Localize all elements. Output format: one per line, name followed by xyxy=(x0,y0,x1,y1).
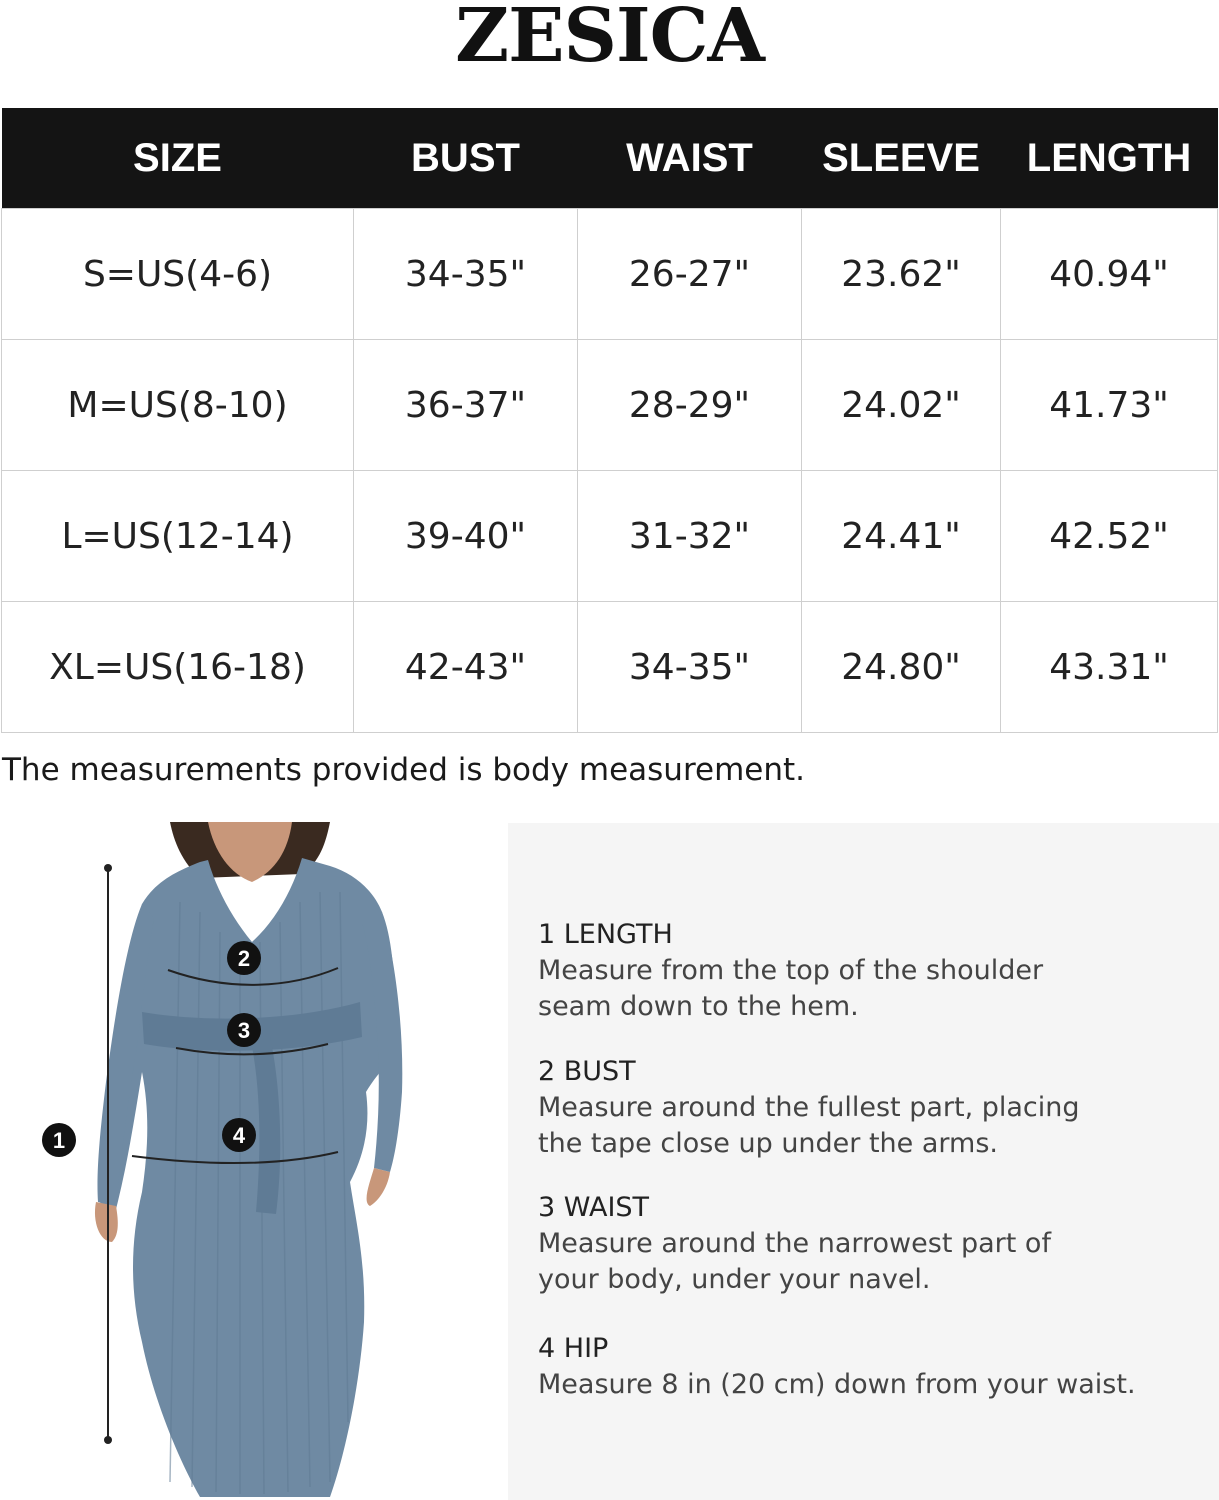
table-row xyxy=(2,602,1218,733)
cell-bust: 34-35" xyxy=(354,209,578,340)
table-row xyxy=(2,340,1218,471)
marker-bust xyxy=(227,941,261,975)
marker-label: 4 xyxy=(232,1123,246,1148)
marker-waist xyxy=(227,1013,261,1047)
cell-waist: 28-29" xyxy=(578,340,802,471)
header-waist: WAIST xyxy=(578,108,802,209)
header-length: LENGTH xyxy=(1001,108,1218,209)
cell-sleeve: 24.41" xyxy=(802,471,1001,602)
cell-bust: 39-40" xyxy=(354,471,578,602)
cell-waist: 31-32" xyxy=(578,471,802,602)
header-bust: BUST xyxy=(354,108,578,209)
length-line-endpoint xyxy=(104,864,112,872)
guide-item-length xyxy=(538,917,1043,1025)
cell-length: 41.73" xyxy=(1001,340,1218,471)
marker-label: 2 xyxy=(237,946,251,971)
guide-description: Measure from the top of the shoulder seam down to the hem. xyxy=(538,955,1044,1022)
guide-item-bust xyxy=(538,1054,1080,1162)
cell-sleeve: 24.02" xyxy=(802,340,1001,471)
guide-title: 4 HIP xyxy=(538,1333,609,1364)
measurement-note: The measurements provided is body measurement. xyxy=(2,752,806,788)
guide-title: 3 WAIST xyxy=(538,1192,650,1223)
table-row xyxy=(2,209,1218,340)
cell-sleeve: 23.62" xyxy=(802,209,1001,340)
cell-length: 42.52" xyxy=(1001,471,1218,602)
hand-shape xyxy=(95,1202,118,1242)
marker-label: 1 xyxy=(52,1128,66,1153)
cell-size: L=US(12-14) xyxy=(2,471,354,602)
guide-item-hip xyxy=(538,1331,1136,1403)
marker-label: 3 xyxy=(237,1018,251,1043)
header-size: SIZE xyxy=(2,108,354,209)
guide-title: 1 LENGTH xyxy=(538,919,673,950)
guide-title: 2 BUST xyxy=(538,1056,636,1087)
cell-bust: 42-43" xyxy=(354,602,578,733)
cell-bust: 36-37" xyxy=(354,340,578,471)
guide-description: Measure around the narrowest part of your body, under your navel. xyxy=(538,1228,1051,1295)
guide-item-waist xyxy=(538,1190,1051,1298)
marker-length xyxy=(42,1123,76,1157)
brand-logo: ZESICA xyxy=(455,0,764,79)
header-sleeve: SLEEVE xyxy=(802,108,1001,209)
cell-length: 43.31" xyxy=(1001,602,1218,733)
size-chart-table xyxy=(1,108,1218,733)
hand-shape xyxy=(367,1168,390,1206)
dress-figure xyxy=(30,822,430,1497)
cell-size: XL=US(16-18) xyxy=(2,602,354,733)
measurement-guide-panel xyxy=(508,823,1219,1500)
guide-description: Measure 8 in (20 cm) down from your waist. xyxy=(538,1369,1136,1400)
cell-length: 40.94" xyxy=(1001,209,1218,340)
table-header-row xyxy=(2,108,1218,209)
length-line-endpoint xyxy=(104,1436,112,1444)
marker-hip xyxy=(222,1118,256,1152)
cell-waist: 34-35" xyxy=(578,602,802,733)
cell-waist: 26-27" xyxy=(578,209,802,340)
cell-size: M=US(8-10) xyxy=(2,340,354,471)
guide-description: Measure around the fullest part, placing the tape close up under the arms. xyxy=(538,1092,1080,1159)
table-row xyxy=(2,471,1218,602)
cell-sleeve: 24.80" xyxy=(802,602,1001,733)
cell-size: S=US(4-6) xyxy=(2,209,354,340)
